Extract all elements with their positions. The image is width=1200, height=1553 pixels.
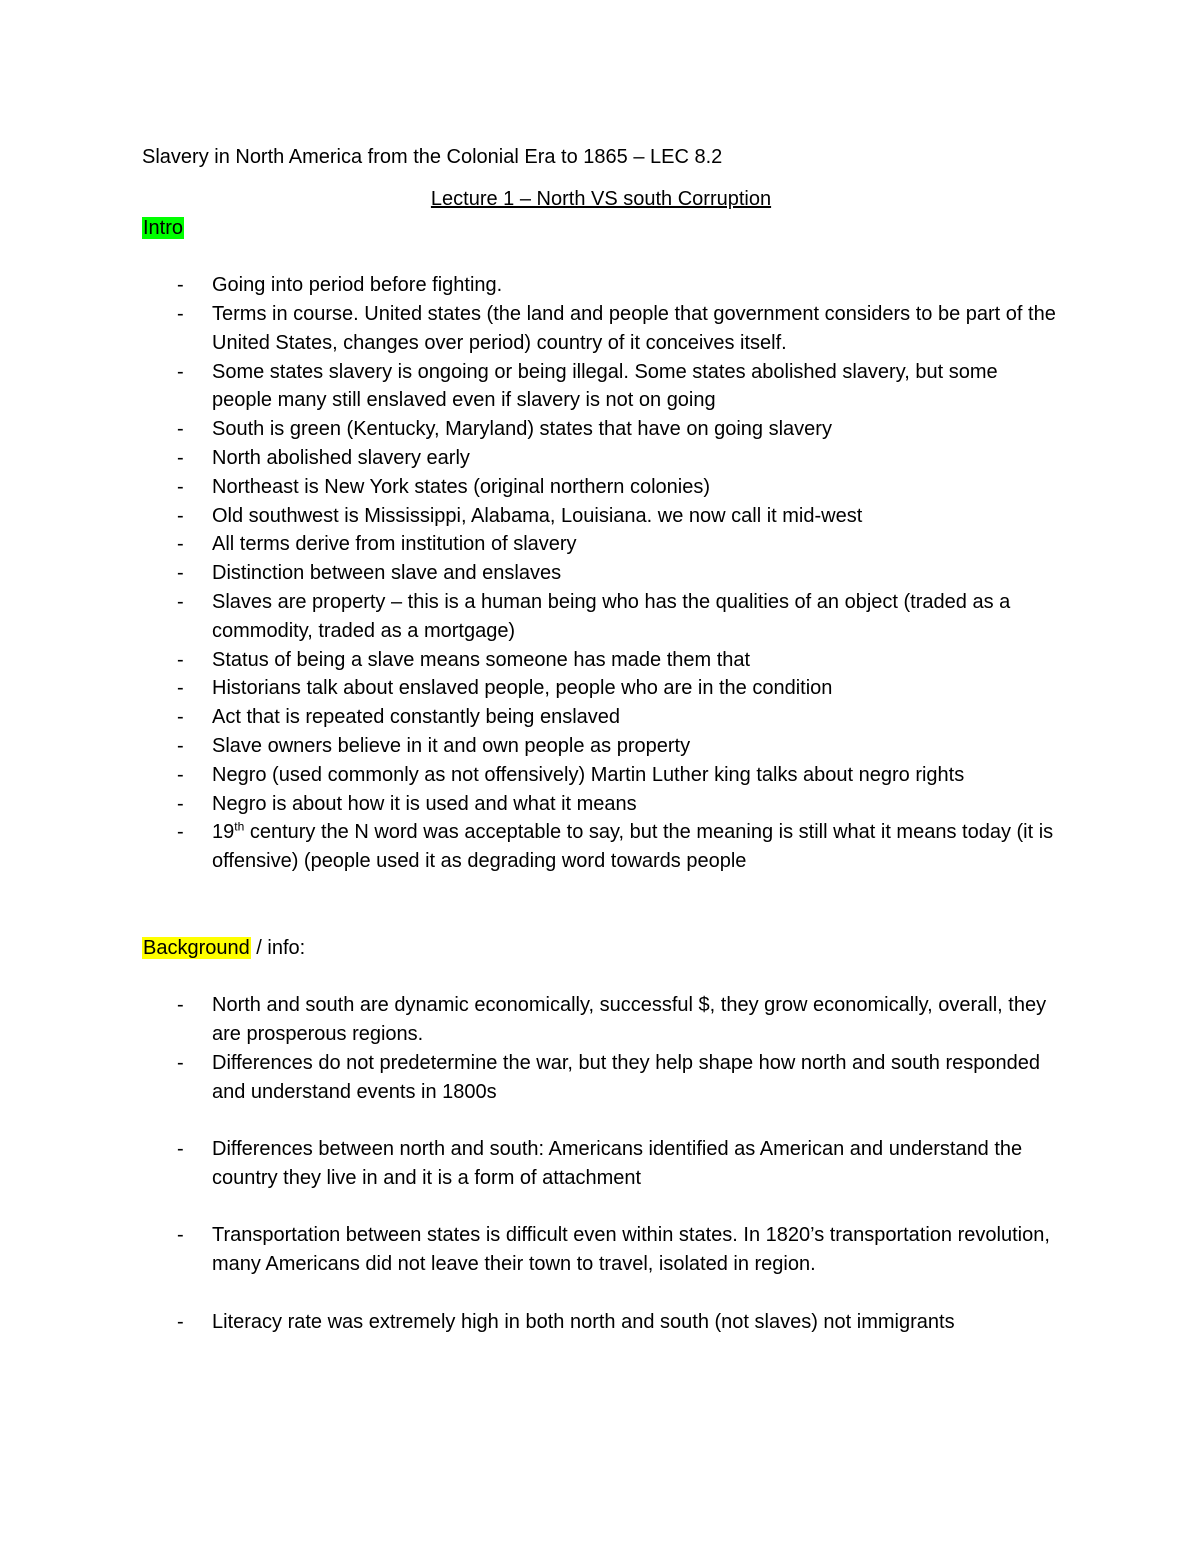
list-item-text: century the N word was acceptable to say, but the meaning is still what it means today (it is offensive) (people used it as degrading word towards people — [212, 821, 1054, 873]
list-item — [142, 1308, 1060, 1337]
list-item-text: Act that is repeated constantly being enslaved — [212, 706, 621, 729]
list-item-text: Slaves are property – this is a human being who has the qualities of an object (traded as a commodity, traded as a mortgage) — [212, 590, 1011, 642]
list-item-number: 19 — [212, 821, 235, 844]
bullet-dash: - — [177, 677, 184, 700]
list-item — [142, 271, 1060, 300]
list-item — [142, 473, 1060, 502]
intro-heading — [142, 214, 1060, 243]
list-item — [142, 818, 1060, 876]
bullet-dash: - — [177, 446, 184, 469]
spacer — [142, 962, 1060, 991]
list-item-text: All terms derive from institution of slavery — [212, 533, 577, 556]
list-item — [142, 588, 1060, 646]
list-item-text: South is green (Kentucky, Maryland) states that have on going slavery — [212, 418, 832, 441]
list-item-text: North abolished slavery early — [212, 446, 470, 469]
list-item-text: Northeast is New York states (original northern colonies) — [212, 475, 711, 498]
bullet-dash: - — [177, 274, 184, 297]
list-item-text: Distinction between slave and enslaves — [212, 562, 562, 585]
list-item — [142, 732, 1060, 761]
list-item — [142, 761, 1060, 790]
bullet-dash: - — [177, 1051, 184, 1074]
list-item — [142, 991, 1060, 1049]
list-item-text: Old southwest is Mississippi, Alabama, Louisiana. we now call it mid-west — [212, 504, 863, 527]
list-item-text: Historians talk about enslaved people, people who are in the condition — [212, 677, 833, 700]
list-item — [142, 559, 1060, 588]
bullet-dash: - — [177, 763, 184, 786]
list-item-text: Differences between north and south: Americans identified as American and understand the country they live in and it is a form of attachment — [212, 1138, 1023, 1189]
lecture-title: Lecture 1 – North VS south Corruption — [430, 187, 772, 210]
list-item — [142, 1135, 1060, 1193]
document-body — [142, 143, 1060, 1337]
list-item — [142, 502, 1060, 531]
list-item-text: Slave owners believe in it and own people as property — [212, 734, 691, 757]
list-item-text: Transportation between states is difficult even within states. In 1820’s transportation revolution, many Americans did not leave their town to travel, isolated in region. — [212, 1224, 1050, 1276]
list-item — [142, 674, 1060, 703]
background-heading-label: Background — [143, 936, 250, 959]
list-item — [142, 415, 1060, 444]
document-title: Slavery in North America from the Colonial Era to 1865 – LEC 8.2 — [142, 146, 723, 168]
bullet-dash: - — [177, 706, 184, 729]
background-heading — [142, 934, 1060, 963]
list-item-text: Status of being a slave means someone has made them that — [212, 648, 751, 671]
ordinal-superscript: th — [234, 819, 245, 834]
background-bullet-list — [142, 991, 1060, 1337]
list-item-text: North and south are dynamic economically, successful $, they grow economically, overall, they are prosperous regions. — [212, 994, 1047, 1045]
spacer — [142, 242, 1060, 271]
list-item — [142, 1221, 1060, 1279]
bullet-dash: - — [177, 590, 184, 613]
background-heading-suffix: / info: — [250, 936, 306, 959]
list-item-text: Going into period before fighting. — [212, 274, 503, 297]
bullet-dash: - — [177, 533, 184, 556]
bullet-dash: - — [177, 1224, 184, 1247]
bullet-dash: - — [177, 994, 184, 1017]
list-item — [142, 300, 1060, 358]
bullet-dash: - — [177, 475, 184, 498]
list-item — [142, 444, 1060, 473]
list-item-text: Negro is about how it is used and what it means — [212, 792, 637, 815]
bullet-dash: - — [177, 562, 184, 585]
bullet-dash: - — [177, 821, 184, 844]
bullet-dash: - — [177, 734, 184, 757]
list-item — [142, 790, 1060, 819]
bullet-dash: - — [177, 1310, 184, 1333]
bullet-dash: - — [177, 418, 184, 441]
bullet-dash: - — [177, 360, 184, 383]
bullet-dash: - — [177, 792, 184, 815]
bullet-dash: - — [177, 504, 184, 527]
bullet-dash: - — [177, 302, 184, 325]
intro-bullet-list — [142, 271, 1060, 876]
list-item — [142, 358, 1060, 416]
bullet-dash: - — [177, 648, 184, 671]
list-item-text: Differences do not predetermine the war, but they help shape how north and south responded and understand events in 1800s — [212, 1051, 1040, 1103]
list-item-text: Negro (used commonly as not offensively) Martin Luther king talks about negro rights — [212, 763, 965, 786]
list-item — [142, 646, 1060, 675]
list-item — [142, 530, 1060, 559]
list-item — [142, 703, 1060, 732]
list-item-text: Terms in course. United states (the land and people that government considers to be part of the United States, changes over period) country of it conceives itself. — [212, 302, 1056, 354]
list-item-text: Some states slavery is ongoing or being illegal. Some states abolished slavery, but some people many still enslaved even if slavery is not on going — [212, 360, 998, 412]
bullet-dash: - — [177, 1138, 184, 1161]
intro-heading-label: Intro — [143, 216, 184, 239]
list-item-text: Literacy rate was extremely high in both north and south (not slaves) not immigrants — [212, 1310, 955, 1333]
list-item — [142, 1049, 1060, 1107]
